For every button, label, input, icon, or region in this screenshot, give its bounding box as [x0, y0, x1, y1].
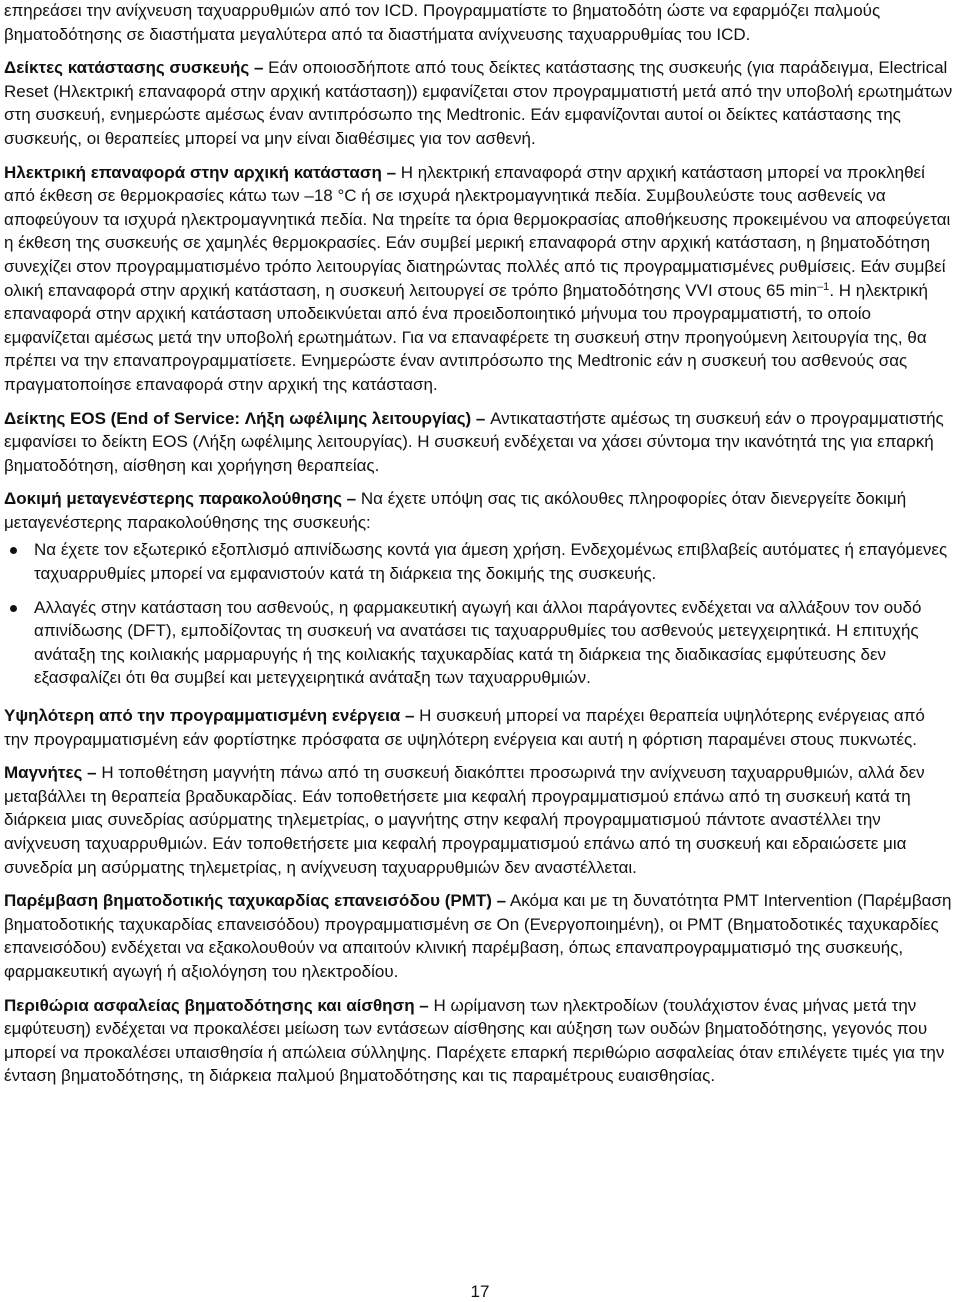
electrical-reset-body-part1: Η ηλεκτρική επαναφορά στην αρχική κατάσταση μπορεί να προκληθεί από έκθεση σε θερμοκρασίες κάτω των –18 °C ή σε ισχυρά ηλεκτρομαγνητικά πεδία. Συμβουλεύστε τους ασθενείς να αποφεύγουν τα ισχυρά ηλεκτρομαγνητικά πεδία. Να τηρείτε τα όρια θερμοκρασίας αποθήκευσης προκειμένου να αποφεύγεται η έκθεση της συσκευής σε χαμηλές θερμοκρασίες. Εάν συμβεί μερική επαναφορά στην αρχική κατάσταση, η βηματοδότηση συνεχίζει στον προγραμματισμένο τρόπο λειτουργίας διατηρώντας πολλές από τις προγραμματισμένες ρυθμίσεις. Εάν συμβεί ολική επαναφορά στην αρχική κατάσταση, η συσκευή λειτουργεί σε τρόπο βηματοδότησης VVI στους 65 min — [4, 162, 951, 300]
page-number: 17 — [470, 1282, 490, 1301]
higher-energy-heading: Υψηλότερη από την προγραμματισμένη ενέργεια – — [4, 706, 415, 726]
magnets-section — [4, 761, 954, 879]
electrical-reset-superscript: –1 — [817, 280, 830, 293]
intro-paragraph — [4, 0, 954, 46]
pmt-heading: Παρέμβαση βηματοδοτικής ταχυκαρδίας επανεισόδου (PMT) – — [4, 891, 507, 911]
follow-up-heading: Δοκιμή μεταγενέστερης παρακολούθησης – — [4, 489, 357, 509]
follow-up-body: Να έχετε υπόψη σας τις ακόλουθες πληροφορίες όταν διενεργείτε δοκιμή μεταγενέστερης παρακολούθησης της συσκευής: — [4, 489, 907, 532]
list-item — [4, 538, 954, 585]
eos-body: Αντικαταστήστε αμέσως τη συσκευή εάν ο προγραμματιστής εμφανίσει το δείκτη EOS (Λήξη ωφέλιμης λειτουργίας). Η συσκευή ενδέχεται να χάσει σύντομα την ικανότητά της για επαρκή βηματοδότηση, αίσθηση και χορήγηση θεραπείας. — [4, 408, 944, 475]
list-item — [4, 596, 954, 690]
electrical-reset-section — [4, 161, 954, 397]
device-status-section — [4, 56, 954, 150]
pmt-body: Ακόμα και με τη δυνατότητα PMT Intervention (Παρέμβαση βηματοδοτικής ταχυκαρδίας επανεισόδου) προγραμματισμένη σε On (Ενεργοποιημένη), οι PMT (Βηματοδοτικές ταχυκαρδίες επανεισόδου) ενδέχεται να εξακολουθούν να απαιτούν κλινική παρέμβαση, όπως επαναπρογραμματισμό της συσκευής, φαρμακευτική αγωγή ή αξιολόγηση του ηλεκτροδίου. — [4, 891, 952, 981]
magnets-body: Η τοποθέτηση μαγνήτη πάνω από τη συσκευή διακόπτει προσωρινά την ανίχνευση ταχυαρρυθμιών, αλλά δεν μεταβάλλει τη θεραπεία βραδυκαρδίας. Εάν τοποθετήσετε μια κεφαλή προγραμματισμού επάνω από τη συσκευή κατά τη διάρκεια μιας συνεδρίας ασύρματης τηλεμετρίας, ο μαγνήτης στην κεφαλή προγραμματισμού πάντοτε αναστέλλει την ανίχνευση ταχυαρρυθμιών. Εάν τοποθετήσετε μια κεφαλή προγραμματισμού επάνω από τη συσκευή και εδραιώσετε μια συνεδρία μη ασύρματης τηλεμετρίας, η ανίχνευση ταχυαρρυθμιών δεν αναστέλλεται. — [4, 763, 925, 877]
magnets-heading: Μαγνήτες – — [4, 763, 97, 783]
eos-heading: Δείκτης EOS (End of Service: Λήξη ωφέλιμης λειτουργίας) – — [4, 408, 486, 428]
intro-text: επηρεάσει την ανίχνευση ταχυαρρυθμιών από τον ICD. Προγραμματίστε το βηματοδότη ώστε να εφαρμόζει παλμούς βηματοδότησης σε διαστήματα μεγαλύτερα από τα διαστήματα ανίχνευσης ταχυαρρυθμίας του ICD. — [4, 1, 881, 44]
follow-up-bullet-list — [4, 538, 954, 690]
bullet-text: Να έχετε τον εξωτερικό εξοπλισμό απινίδωσης κοντά για άμεση χρήση. Ενδεχομένως επιβλαβείς αυτόματες ή επαγόμενες ταχυαρρυθμίες μπορεί να εμφανιστούν κατά τη διάρκεια της δοκιμής της συσκευής. — [34, 540, 948, 584]
safety-margins-section — [4, 994, 954, 1088]
pmt-section — [4, 889, 954, 983]
device-status-body: Εάν οποιοσδήποτε από τους δείκτες κατάστασης της συσκευής (για παράδειγμα, Electrical Reset (Ηλεκτρική επαναφορά στην αρχική κατάσταση)) εμφανίζεται στον προγραμματιστή μετά από την υποβολή ερωτημάτων στη συσκευή, ενημερώστε αμέσως έναν αντιπρόσωπο της Medtronic. Εάν εμφανίζονται αυτοί οι δείκτες κατάστασης της συσκευής, οι θεραπείες μπορεί να μην είναι διαθέσιμες για τον ασθενή. — [4, 58, 953, 148]
safety-margins-body: Η ωρίμανση των ηλεκτροδίων (τουλάχιστον ένας μήνας μετά την εμφύτευση) ενδέχεται να προκαλέσει μείωση των εντάσεων αίσθησης και αύξηση των ουδών βηματοδότησης, γεγονός που μπορεί να προκαλέσει υπαισθησία ή απώλεια σύλληψης. Παρέχετε επαρκή περιθώριο ασφαλείας όταν επιλέγετε τιμές για την ένταση βηματοδότησης, τη διάρκεια παλμού βηματοδότησης και τις παραμέτρους ευαισθησίας. — [4, 995, 945, 1086]
higher-energy-body: Η συσκευή μπορεί να παρέχει θεραπεία υψηλότερης ενέργειας από την προγραμματισμένη εάν φορτίστηκε πρόσφατα σε υψηλότερη ενέργεια και αυτή η φόρτιση παραμένει στους πυκνωτές. — [4, 706, 925, 749]
higher-energy-section — [4, 704, 954, 751]
document-page — [4, 0, 954, 1098]
bullet-dot-icon — [10, 547, 17, 554]
bullet-dot-icon — [10, 605, 17, 612]
eos-section — [4, 407, 954, 478]
device-status-heading: Δείκτες κατάστασης συσκευής – — [4, 58, 264, 78]
bullet-text: Αλλαγές στην κατάσταση του ασθενούς, η φαρμακευτική αγωγή και άλλοι παράγοντες ενδέχεται να αλλάξουν τον ουδό απινίδωσης (DFT), εμποδίζοντας τη συσκευή να ανατάσει τις ταχυαρρυθμίες του ασθενούς μετεγχειρητικά. Η επιτυχής ανάταξη της κοιλιακής μαρμαρυγής ή της κοιλιακής ταχυκαρδίας κατά τη διάρκεια της διαδικασίας εμφύτευσης δεν εξασφαλίζει ότι θα συμβεί και μετεγχειρητικά ανάταξη των ταχυαρρυθμιών. — [34, 597, 922, 688]
electrical-reset-heading: Ηλεκτρική επαναφορά στην αρχική κατάσταση – — [4, 162, 397, 182]
electrical-reset-body-part2: . Η ηλεκτρική επαναφορά στην αρχική κατάσταση υποδεικνύεται από ένα προειδοποιητικό μήνυμα του προγραμματιστή, το οποίο εμφανίζεται αμέσως μετά την υποβολή ερωτημάτων. Για να επαναφέρετε τη συσκευή στην προηγούμενη λειτουργία της, θα πρέπει να την επαναπρογραμματίσετε. Ενημερώστε έναν αντιπρόσωπο της Medtronic εάν η συσκευή του ασθενούς σας πραγματοποίησε επαναφορά στην αρχική της κατάσταση. — [4, 280, 928, 394]
follow-up-section — [4, 487, 954, 534]
safety-margins-heading: Περιθώρια ασφαλείας βηματοδότησης και αίσθηση – — [4, 995, 429, 1015]
